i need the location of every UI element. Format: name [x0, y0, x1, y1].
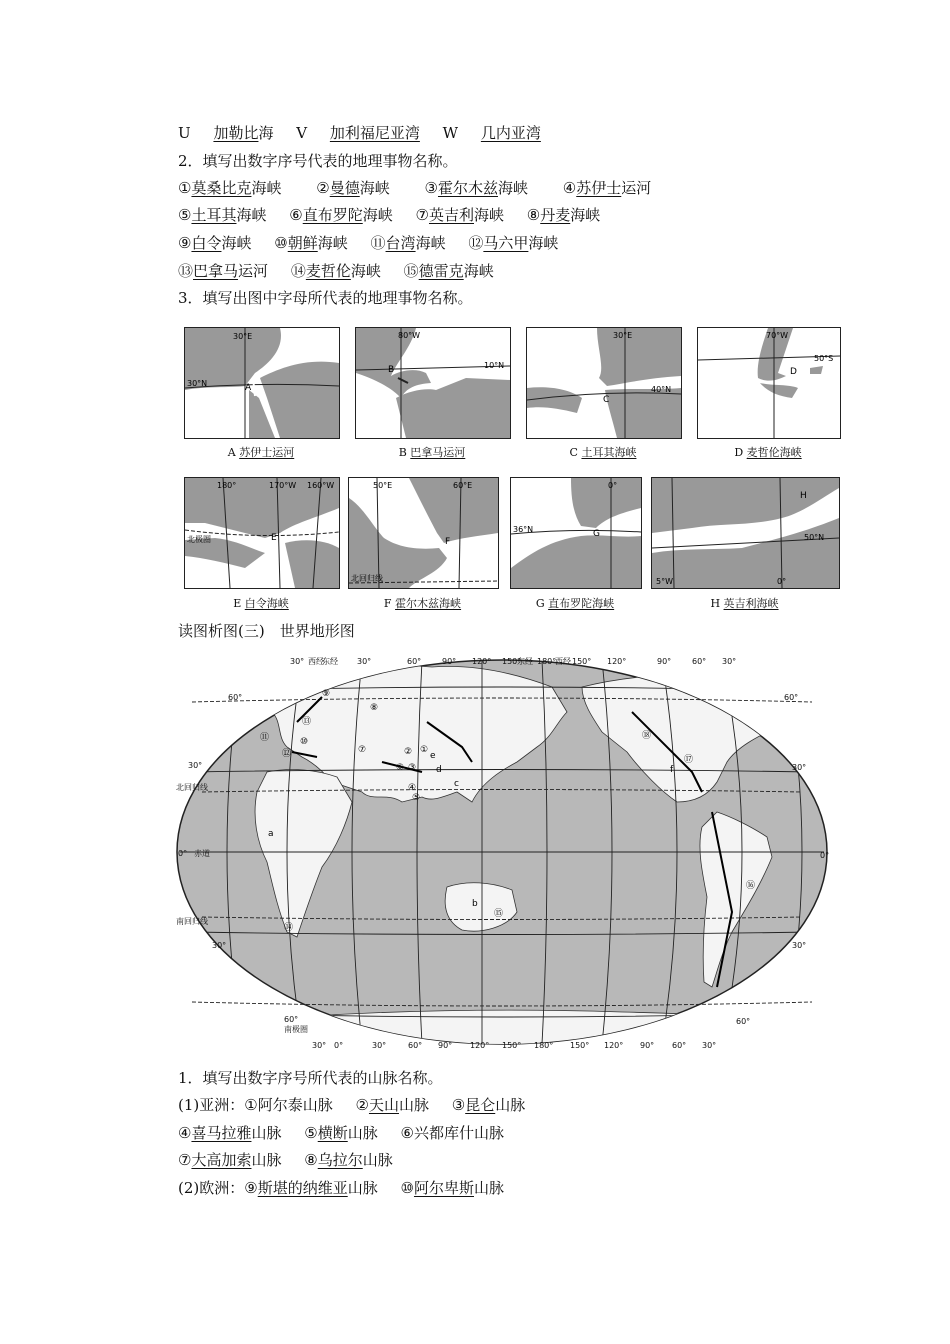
svg-text:90°: 90° [657, 657, 672, 666]
svg-text:5°W: 5°W [656, 577, 673, 586]
asia-row-3: ⑦大高加索山脉 ⑧乌拉尔山脉 [178, 1151, 393, 1169]
turkey-strait-map [527, 328, 681, 438]
svg-text:10°N: 10°N [484, 361, 505, 370]
bering-map [185, 478, 339, 588]
svg-text:180°: 180° [534, 1041, 554, 1050]
bottom-labels [312, 1041, 716, 1050]
svg-text:⑮: ⑮ [494, 909, 504, 919]
svg-text:60°: 60° [407, 657, 422, 666]
panama-map [356, 328, 510, 438]
svg-text:120°: 120° [604, 1041, 624, 1050]
svg-text:H: H [800, 491, 807, 501]
mountain-question-heading: 1．填写出数字序号所代表的山脉名称。 [178, 1069, 443, 1087]
svg-text:⑰: ⑰ [684, 755, 694, 765]
svg-text:C: C [603, 395, 610, 405]
svg-text:30°E: 30°E [613, 331, 633, 340]
svg-text:160°W: 160°W [307, 481, 335, 490]
svg-text:西经: 西经 [555, 657, 571, 666]
svg-text:西经: 西经 [308, 657, 324, 666]
panel-f-caption: F 霍尔木兹海峡 [383, 597, 462, 610]
svg-text:60°: 60° [736, 1017, 751, 1026]
panel-g-caption: G 直布罗陀海峡 [535, 597, 615, 610]
question-3-heading: 3．填写出图中字母所代表的地理事物名称。 [178, 289, 473, 307]
svg-text:50°N: 50°N [804, 533, 825, 542]
svg-text:a: a [268, 829, 274, 839]
svg-text:90°: 90° [442, 657, 457, 666]
suez-map [185, 328, 339, 438]
map-panel-g [510, 477, 642, 589]
svg-text:150°: 150° [502, 657, 522, 666]
svg-text:D: D [790, 367, 797, 377]
svg-text:③: ③ [408, 763, 417, 773]
strait-row-1: ①莫桑比克海峡 ②曼德海峡 ③霍尔木兹海峡 ④苏伊士运河 [178, 179, 652, 197]
svg-text:⑫: ⑫ [282, 749, 292, 759]
svg-text:北回归线: 北回归线 [351, 574, 383, 583]
svg-text:②: ② [404, 747, 413, 757]
svg-text:⑪: ⑪ [260, 733, 270, 743]
svg-text:30°N: 30°N [187, 379, 208, 388]
map-panel-c [526, 327, 682, 439]
panel-a-caption: A 苏伊士运河 [227, 446, 295, 459]
svg-text:60°E: 60°E [453, 481, 473, 490]
svg-text:⑭: ⑭ [284, 923, 294, 933]
svg-text:60°: 60° [408, 1041, 423, 1050]
svg-text:90°: 90° [640, 1041, 655, 1050]
svg-text:30°: 30° [188, 761, 203, 770]
top-labels [290, 656, 736, 666]
svg-text:120°: 120° [472, 657, 492, 666]
svg-text:180°: 180° [537, 657, 557, 666]
svg-text:0°: 0° [820, 851, 830, 860]
svg-text:⑥: ⑥ [396, 763, 405, 773]
svg-text:⑱: ⑱ [642, 731, 652, 741]
svg-text:⑤: ⑤ [412, 793, 421, 803]
svg-text:0°: 0° [178, 849, 188, 858]
answer-v: 加利福尼亚湾 [329, 124, 420, 142]
svg-text:36°N: 36°N [513, 525, 534, 534]
answer-line-uvw: U 加勒比海 V 加利福尼亚湾 W 几内亚湾 [178, 124, 541, 142]
svg-text:北极圈: 北极圈 [187, 535, 211, 544]
hormuz-map [349, 478, 498, 588]
map-panel-b [355, 327, 511, 439]
svg-text:30°: 30° [312, 1041, 327, 1050]
answer-w: 几内亚湾 [480, 124, 541, 142]
map-panel-d [697, 327, 841, 439]
map-panel-a [184, 327, 340, 439]
panel-b-caption: B 巴拿马运河 [398, 446, 466, 459]
svg-text:0°: 0° [608, 481, 618, 490]
svg-text:⑯: ⑯ [746, 881, 756, 891]
svg-text:赤道: 赤道 [194, 849, 210, 858]
svg-text:南极圈: 南极圈 [284, 1025, 308, 1034]
svg-text:E: E [271, 533, 277, 543]
svg-text:150°: 150° [570, 1041, 590, 1050]
svg-text:30°: 30° [357, 657, 372, 666]
svg-text:30°: 30° [290, 657, 305, 666]
svg-text:b: b [472, 899, 478, 909]
svg-text:150°: 150° [572, 657, 592, 666]
svg-text:南回归线: 南回归线 [176, 917, 208, 926]
gibraltar-map [511, 478, 641, 588]
map-panel-e [184, 477, 340, 589]
svg-text:170°W: 170°W [269, 481, 297, 490]
svg-text:e: e [430, 751, 436, 761]
svg-text:50°E: 50°E [373, 481, 393, 490]
world-relief-map [172, 652, 834, 1052]
svg-text:30°: 30° [722, 657, 737, 666]
svg-text:180°: 180° [217, 481, 237, 490]
svg-text:北回归线: 北回归线 [176, 783, 208, 792]
svg-text:30°: 30° [372, 1041, 387, 1050]
svg-text:B: B [388, 365, 395, 375]
svg-text:0°: 0° [777, 577, 787, 586]
panel-e-caption: E 白令海峡 [233, 597, 289, 610]
panel-h-caption: H 英吉利海峡 [710, 597, 779, 610]
svg-text:④: ④ [408, 783, 417, 793]
svg-text:30°: 30° [792, 763, 807, 772]
svg-text:东经: 东经 [322, 657, 338, 666]
svg-text:0°: 0° [334, 1041, 344, 1050]
europe-row: (2)欧洲：⑨斯堪的纳维亚山脉 ⑩阿尔卑斯山脉 [178, 1179, 504, 1197]
svg-text:F: F [445, 537, 451, 547]
svg-text:A: A [245, 383, 252, 393]
answer-u: 加勒比 [213, 124, 259, 142]
panel-c-caption: C 土耳其海峡 [569, 446, 637, 459]
svg-text:120°: 120° [470, 1041, 490, 1050]
svg-text:⑧: ⑧ [370, 703, 379, 713]
strait-row-2: ⑤土耳其海峡 ⑥直布罗陀海峡 ⑦英吉利海峡 ⑧丹麦海峡 [178, 206, 601, 224]
svg-text:c: c [454, 779, 459, 789]
svg-text:70°W: 70°W [766, 331, 789, 340]
svg-text:30°E: 30°E [233, 332, 253, 341]
svg-text:40°N: 40°N [651, 385, 672, 394]
svg-text:60°: 60° [692, 657, 707, 666]
svg-text:⑦: ⑦ [358, 745, 367, 755]
svg-text:东经: 东经 [517, 657, 533, 666]
svg-text:50°S: 50°S [814, 354, 834, 363]
svg-text:60°: 60° [284, 1015, 299, 1024]
svg-text:150°: 150° [502, 1041, 522, 1050]
svg-text:30°: 30° [212, 941, 227, 950]
map-panel-h [651, 477, 840, 589]
question-2-heading: 2．填写出数字序号代表的地理事物名称。 [178, 152, 458, 170]
svg-text:G: G [593, 529, 600, 539]
strait-row-4: ⑬巴拿马运河 ⑭麦哲伦海峡 ⑮德雷克海峡 [178, 262, 494, 280]
strait-row-3: ⑨白令海峡 ⑩朝鲜海峡 ⑪台湾海峡 ⑫马六甲海峡 [178, 234, 559, 252]
map-title: 读图析图(三) 世界地形图 [178, 622, 355, 640]
svg-text:30°: 30° [792, 941, 807, 950]
svg-text:①: ① [420, 745, 429, 755]
svg-text:60°: 60° [228, 693, 243, 702]
svg-text:30°: 30° [702, 1041, 717, 1050]
svg-text:80°W: 80°W [398, 331, 421, 340]
svg-text:90°: 90° [438, 1041, 453, 1050]
map-panel-f [348, 477, 499, 589]
svg-text:⑩: ⑩ [300, 737, 309, 747]
svg-text:⑨: ⑨ [322, 689, 331, 699]
english-channel-map [652, 478, 839, 588]
magellan-map [698, 328, 840, 438]
svg-text:d: d [436, 765, 442, 775]
asia-row-1: (1)亚洲：①阿尔泰山脉 ②天山山脉 ③昆仑山脉 [178, 1096, 526, 1114]
svg-text:⑬: ⑬ [302, 717, 312, 727]
asia-row-2: ④喜马拉雅山脉 ⑤横断山脉 ⑥兴都库什山脉 [178, 1124, 504, 1142]
svg-text:60°: 60° [672, 1041, 687, 1050]
panel-d-caption: D 麦哲伦海峡 [734, 446, 802, 459]
svg-text:f: f [670, 765, 674, 775]
svg-text:60°: 60° [784, 693, 799, 702]
svg-text:120°: 120° [607, 657, 627, 666]
